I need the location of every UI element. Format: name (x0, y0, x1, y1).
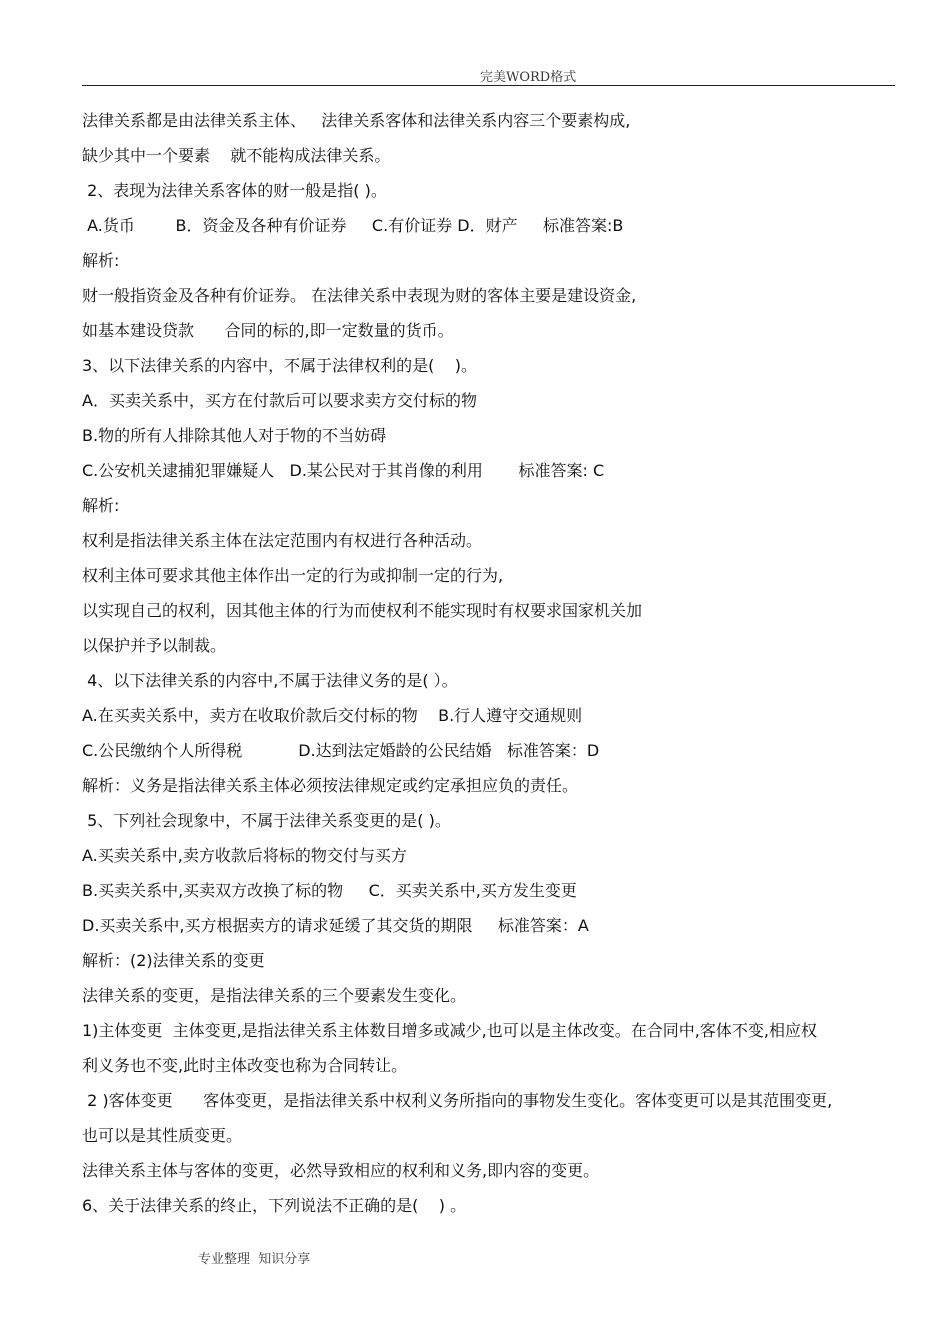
question-2: 2、表现为法律关系客体的财一般是指( )。 (82, 181, 387, 200)
text-line: 法律关系都是由法律关系主体、 法律关系客体和法律关系内容三个要素构成, (82, 111, 631, 130)
question-5-options-bc: B.买卖关系中,买卖双方改换了标的物 C．买卖关系中,买方发生变更 (82, 881, 577, 900)
page-header: 完美WORD格式 (480, 70, 577, 85)
question-3-option-b: B.物的所有人排除其他人对于物的不当妨碍 (82, 426, 387, 445)
question-6: 6、关于法律关系的终止，下列说法不正确的是( ) 。 (82, 1196, 467, 1215)
question-3: 3、以下法律关系的内容中，不属于法律权利的是( )。 (82, 356, 478, 375)
text-line: 法律关系的变更，是指法律关系的三个要素发生变化。 (82, 986, 467, 1005)
question-4-options-ab: A.在买卖关系中，卖方在收取价款后交付标的物 B.行人遵守交通规则 (82, 706, 583, 725)
text-line: 1)主体变更 主体变更,是指法律关系主体数目增多或减少,也可以是主体改变。在合同中,客体不变,相应权 (82, 1021, 817, 1040)
question-5: 5、下列社会现象中，不属于法律关系变更的是( )。 (82, 811, 451, 830)
text-line: 以保护并予以制裁。 (82, 636, 227, 655)
question-3-options-cd: C.公安机关逮捕犯罪嫌疑人 D.某公民对于其肖像的利用 标准答案: C (82, 461, 605, 480)
header-divider (82, 85, 895, 86)
question-2-options: A.货币 B．资金及各种有价证券 C.有价证券 D．财产 标准答案:B (82, 216, 624, 235)
document-body (82, 103, 898, 1223)
question-4-options-cd: C.公民缴纳个人所得税 D.达到法定婚龄的公民结婚 标准答案：D (82, 741, 600, 760)
text-line: 以实现自己的权利，因其他主体的行为而使权利不能实现时有权要求国家机关加 (82, 601, 643, 620)
analysis-label: 解析: (82, 251, 120, 270)
text-line: 2 )客体变更 客体变更，是指法律关系中权利义务所指向的事物发生变化。客体变更可以是其范围变更, (82, 1091, 833, 1110)
text-line: 权利是指法律关系主体在法定范围内有权进行各种活动。 (82, 531, 483, 550)
text-line: 也可以是其性质变更。 (82, 1126, 243, 1145)
text-line: 法律关系主体与客体的变更，必然导致相应的权利和义务,即内容的变更。 (82, 1161, 600, 1180)
text-line: 利义务也不变,此时主体改变也称为合同转让。 (82, 1056, 408, 1075)
analysis-label: 解析: (82, 496, 120, 515)
text-line: 如基本建设贷款 合同的标的,即一定数量的货币。 (82, 321, 454, 340)
text-line: 权利主体可要求其他主体作出一定的行为或抑制一定的行为, (82, 566, 504, 585)
analysis-label: 解析：(2)法律关系的变更 (82, 951, 265, 970)
question-5-option-d: D.买卖关系中,买方根据卖方的请求延缓了其交货的期限 标准答案：A (82, 916, 589, 935)
question-3-option-a: A．买卖关系中，买方在付款后可以要求卖方交付标的物 (82, 391, 477, 410)
page-footer: 专业整理 知识分享 (198, 1252, 311, 1267)
analysis-text: 解析：义务是指法律关系主体必须按法律规定或约定承担应负的责任。 (82, 776, 579, 795)
text-line: 财一般指资金及各种有价证券。 在法律关系中表现为财的客体主要是建设资金, (82, 286, 637, 305)
question-5-option-a: A.买卖关系中,卖方收款后将标的物交付与买方 (82, 846, 407, 865)
question-4: 4、以下法律关系的内容中,不属于法律义务的是( ）。 (82, 671, 458, 690)
text-line: 缺少其中一个要素 就不能构成法律关系。 (82, 146, 391, 165)
